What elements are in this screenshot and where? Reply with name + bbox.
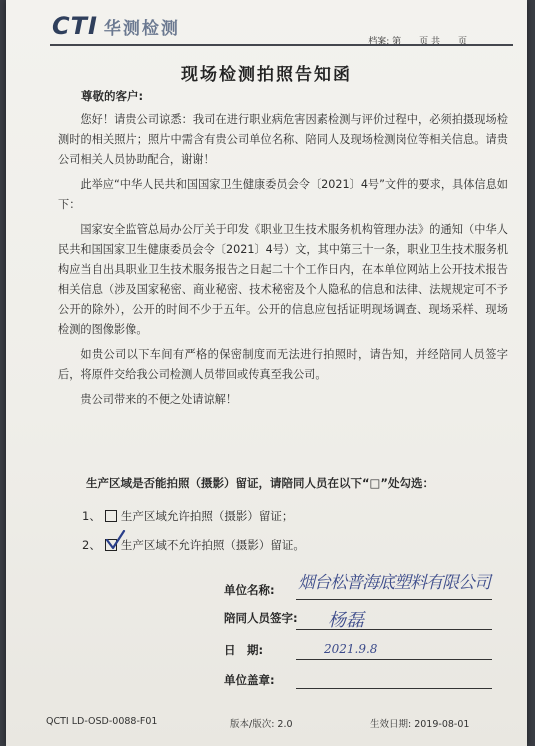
date-handwritten: 2021.9.8 xyxy=(324,642,378,656)
paragraph-confidential: 如贵公司以下车间有严格的保密制度而无法进行拍照时，请告知，并经陪同人员签字后，将原件交给我公司检测人员带回或传真至我公司。 xyxy=(58,348,508,381)
option-deny-checkbox[interactable] xyxy=(105,539,117,551)
doc-version: 版本/版次: 2.0 xyxy=(230,719,293,730)
option-label: 生产区域不允许拍照（摄影）留证。 xyxy=(120,538,305,552)
unit-name-line xyxy=(296,599,492,600)
document-page xyxy=(6,0,527,746)
doc-code: QCTI LD-OSD-0088-F01 xyxy=(46,716,158,727)
date-line xyxy=(296,659,492,660)
paragraph-apology: 贵公司带来的不便之处请谅解！ xyxy=(80,393,238,406)
option-allow xyxy=(82,508,293,524)
unit-name-label: 单位名称: xyxy=(224,583,275,597)
logo-company-name: 华测检测 xyxy=(103,18,180,39)
date-label: 日 期: xyxy=(224,643,264,657)
option-deny xyxy=(82,537,305,553)
option-number: 1、 xyxy=(82,509,101,523)
archive-page-field: 档案: 第 页 共 页 xyxy=(368,37,467,47)
companion-signature-label: 陪同人员签字: xyxy=(224,611,298,625)
option-number: 2、 xyxy=(82,538,101,552)
salutation: 尊敬的客户: xyxy=(81,89,144,103)
header-divider xyxy=(50,44,513,46)
paragraph-greeting: 您好！请贵公司谅悉：我司在进行职业病危害因素检测与评价过程中，必须拍摄现场检测时的相关照片；照片中需含有贵公司单位名称、陪同人及现场检测岗位等相关信息。请贵公司相关人员协助配合，谢谢！ xyxy=(58,113,508,166)
photo-permission-question: 生产区域是否能拍照（摄影）留证，请陪同人员在以下“□”处勾选： xyxy=(86,476,434,490)
document-title: 现场检测拍照告知函 xyxy=(181,65,352,85)
companion-signature-line xyxy=(296,629,492,630)
letter-body xyxy=(58,110,508,415)
option-label: 生产区域允许拍照（摄影）留证； xyxy=(120,509,294,523)
paragraph-regulation: 此举应“中华人民共和国国家卫生健康委员会令〔2021〕4号”文件的要求，具体信息如下： xyxy=(58,178,508,211)
companion-signature-handwritten: 杨磊 xyxy=(328,610,364,631)
option-allow-checkbox[interactable] xyxy=(105,510,117,522)
effective-date: 生效日期: 2019-08-01 xyxy=(370,719,470,730)
unit-name-handwritten: 烟台松普海底塑料有限公司 xyxy=(298,573,490,593)
seal-line xyxy=(296,688,492,689)
seal-label: 单位盖章: xyxy=(224,673,275,687)
checkmark-icon xyxy=(104,530,126,552)
paragraph-article: 国家安全监管总局办公厅关于印发《职业卫生技术服务机构管理办法》的通知（中华人民共和国国家卫生健康委员会令〔2021〕4号）文，其中第三十一条，职业卫生技术服务机构应当自出具职业卫生技术服务报告之日起二十个工作日内，在本单位网站上公开技术报告相关信息（涉及国家秘密、商业秘密、技术秘密及个人隐私的信息和法律、法规规定可不予公开的除外），公开的时间不少于五年。公开的信息应包括证明现场调查、现场采样、现场检测的图像影像。 xyxy=(58,223,508,336)
logo-cti-text: CTI xyxy=(52,12,98,40)
company-logo xyxy=(52,12,180,40)
